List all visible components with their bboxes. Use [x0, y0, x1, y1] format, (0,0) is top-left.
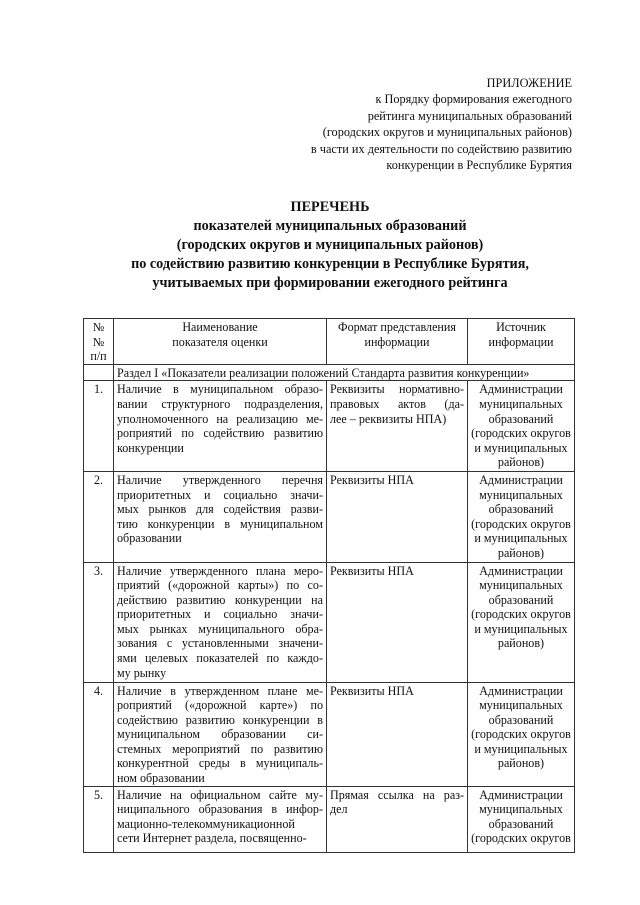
format-line: Прямая ссылка на раз-	[330, 787, 464, 802]
indicator-line: конкуренции	[117, 440, 184, 455]
info-format	[327, 786, 468, 852]
header-line: Источник	[496, 320, 546, 334]
header-cell	[327, 319, 468, 365]
indicator-line: мых рынках муниципального обра-	[117, 621, 323, 636]
appendix-line: (городских округов и муниципальных районов)	[322, 125, 572, 140]
indicator-line: вании структурного подразделения,	[117, 396, 323, 411]
source-line: (городских округов	[471, 607, 571, 622]
source-line: районов)	[497, 545, 545, 560]
source-line: районов)	[497, 636, 545, 651]
source-line: муниципальных	[479, 802, 563, 817]
indicator-line: образовании	[117, 531, 182, 546]
row-number: 4.	[84, 682, 114, 786]
source-line: Администрации	[479, 683, 563, 698]
row-number: 2.	[84, 471, 114, 562]
document-title	[60, 198, 600, 293]
source-line: образований	[488, 712, 554, 727]
header-line: п/п	[90, 349, 107, 364]
title-line: ПЕРЕЧЕНЬ	[290, 199, 370, 215]
table-row	[84, 682, 575, 786]
indicator-name	[114, 381, 327, 472]
format-line: Реквизиты НПА	[330, 683, 414, 698]
row-number: 1.	[84, 381, 114, 472]
indicator-line: Наличие утвержденного перечня	[117, 472, 323, 487]
indicator-line: ном образовании	[117, 771, 205, 786]
indicator-line: ниципального образования в инфор-	[117, 802, 323, 817]
indicator-line: роприятий по содействию развитию	[117, 426, 323, 441]
source-line: (городских округов	[471, 831, 571, 846]
indicator-line: приятий («дорожной карты») по со-	[117, 578, 323, 593]
indicator-line: содействию развитию конкуренции в	[117, 712, 323, 727]
source-line: муниципальных	[479, 578, 563, 593]
source-line: и муниципальных	[474, 621, 568, 636]
table-row	[84, 562, 575, 682]
table-row	[84, 471, 575, 562]
info-source	[468, 682, 575, 786]
info-source	[468, 471, 575, 562]
indicator-line: приоритетных и социально значи-	[117, 607, 323, 622]
header-cell	[468, 319, 575, 365]
appendix-header	[311, 75, 572, 173]
indicator-line: стемных мероприятий по развитию	[117, 741, 323, 756]
info-source	[468, 381, 575, 472]
info-format	[327, 562, 468, 682]
indicator-line: Наличие в утвержденном плане ме-	[117, 683, 323, 698]
title-line: учитываемых при формировании ежегодного рейтинга	[152, 275, 508, 291]
table-header-row	[84, 319, 575, 365]
appendix-line: ПРИЛОЖЕНИЕ	[486, 76, 572, 90]
header-cell	[114, 319, 327, 365]
info-format	[327, 471, 468, 562]
indicator-line: мых рынков для содействия разви-	[117, 502, 323, 517]
format-line: Реквизиты НПА	[330, 472, 414, 487]
source-line: образований	[488, 592, 554, 607]
source-line: (городских округов	[471, 516, 571, 531]
format-line: Реквизиты НПА	[330, 563, 414, 578]
source-line: образований	[488, 411, 554, 426]
header-line: Наименование	[182, 320, 258, 334]
header-line: №№	[92, 320, 105, 349]
indicator-line: муниципальном образовании си-	[117, 727, 323, 742]
section-number-cell	[84, 364, 114, 381]
appendix-line: в части их деятельности по содействию развитию	[310, 141, 572, 156]
source-line: образований	[488, 502, 554, 517]
format-line: лее – реквизиты НПА)	[330, 411, 447, 426]
indicator-line: мационно-телекоммуникационной	[117, 816, 295, 831]
indicator-name	[114, 562, 327, 682]
header-line: показателя оценки	[172, 334, 268, 349]
indicator-line: действию развитию конкуренции на	[117, 592, 323, 607]
header-line: информации	[488, 334, 554, 349]
row-number: 3.	[84, 562, 114, 682]
indicator-name	[114, 682, 327, 786]
info-format	[327, 381, 468, 472]
source-line: Администрации	[479, 563, 563, 578]
header-cell	[84, 319, 114, 365]
source-line: Администрации	[479, 382, 563, 397]
format-line: правовых актов (да-	[330, 396, 464, 411]
table-row	[84, 786, 575, 852]
title-line: (городских округов и муниципальных районов)	[176, 237, 484, 253]
indicator-name	[114, 471, 327, 562]
table-row	[84, 381, 575, 472]
header-line: информации	[364, 334, 430, 349]
indicator-line: конкурентной среды в муниципаль-	[117, 756, 323, 771]
indicator-line: Наличие на официальном сайте му-	[117, 787, 323, 802]
indicator-line: уполномоченного на реализацию ме-	[117, 411, 323, 426]
appendix-line: рейтинга муниципальных образований	[367, 108, 572, 123]
header-line: Формат представления	[338, 320, 456, 334]
indicator-name	[114, 786, 327, 852]
indicator-line: зования с установленными значени-	[117, 636, 323, 651]
appendix-line: конкуренции в Республике Бурятия	[386, 158, 572, 173]
indicator-line: ями целевых показателей по каждо-	[117, 651, 323, 666]
indicator-line: Наличие утвержденного плана меро-	[117, 563, 323, 578]
indicator-line: Наличие в муниципальном образо-	[117, 382, 323, 397]
format-line: Реквизиты нормативно-	[330, 382, 464, 397]
source-line: Администрации	[479, 787, 563, 802]
indicator-line: роприятий («дорожной карте») по	[117, 698, 323, 713]
source-line: муниципальных	[479, 396, 563, 411]
source-line: (городских округов	[471, 727, 571, 742]
source-line: и муниципальных	[474, 531, 568, 546]
source-line: образований	[488, 816, 554, 831]
source-line: муниципальных	[479, 487, 563, 502]
source-line: муниципальных	[479, 698, 563, 713]
title-line: по содействию развитию конкуренции в Республике Бурятия,	[131, 256, 529, 272]
source-line: районов)	[497, 455, 545, 470]
indicator-line: сети Интернет раздела, посвященно-	[117, 831, 307, 846]
source-line: и муниципальных	[474, 440, 568, 455]
section-row	[84, 364, 575, 381]
info-source	[468, 562, 575, 682]
format-line: дел	[330, 802, 348, 817]
source-line: районов)	[497, 756, 545, 771]
indicator-line: приоритетных и социально значи-	[117, 487, 323, 502]
indicator-line: тию конкуренции в муниципальном	[117, 516, 323, 531]
title-line: показателей муниципальных образований	[193, 218, 467, 234]
source-line: (городских округов	[471, 426, 571, 441]
info-source	[468, 786, 575, 852]
section-title: Раздел I «Показатели реализации положений Стандарта развития конкуренции»	[114, 364, 575, 381]
indicators-table	[83, 318, 575, 853]
appendix-line: к Порядку формирования ежегодного	[375, 92, 572, 107]
info-format	[327, 682, 468, 786]
row-number: 5.	[84, 786, 114, 852]
source-line: и муниципальных	[474, 741, 568, 756]
indicator-line: му рынку	[117, 665, 167, 680]
source-line: Администрации	[479, 472, 563, 487]
